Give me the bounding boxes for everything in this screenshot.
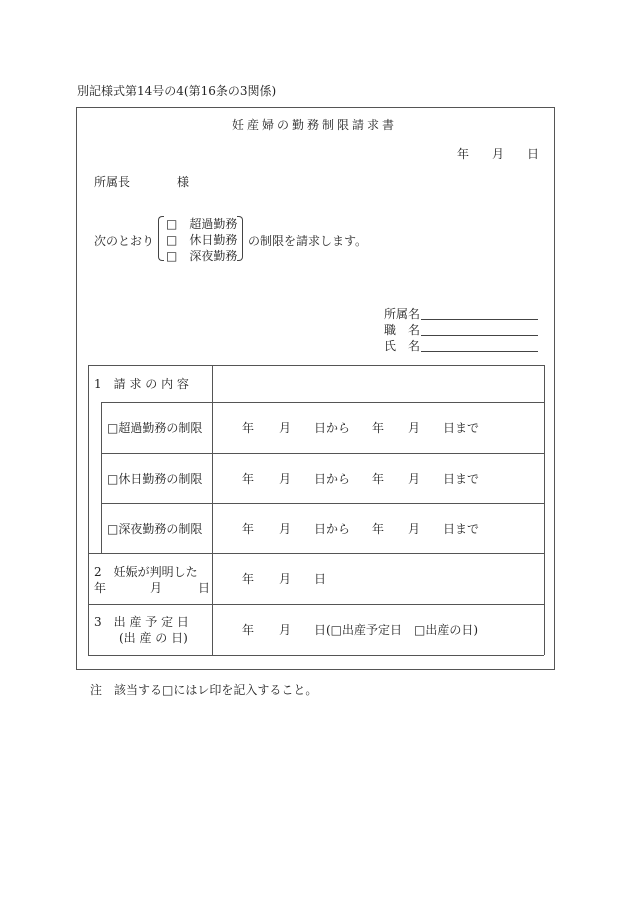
section1-label bbox=[94, 365, 189, 402]
row-year-from[interactable] bbox=[242, 503, 254, 553]
cell-text: 年 bbox=[242, 623, 255, 637]
row-day-from[interactable] bbox=[314, 503, 350, 553]
row-label[interactable] bbox=[107, 503, 202, 553]
row-day-from[interactable] bbox=[314, 402, 350, 453]
section2-line2-day: 日 bbox=[198, 581, 211, 595]
name-field[interactable] bbox=[421, 338, 538, 352]
cell-text: 日から bbox=[314, 471, 351, 486]
row-month-from[interactable] bbox=[279, 503, 291, 553]
cell-text: 日 bbox=[314, 572, 327, 586]
row-year-from[interactable] bbox=[242, 453, 254, 503]
row-day-to[interactable] bbox=[443, 453, 479, 503]
footnote: 注 該当する□にはレ印を記入すること。 bbox=[90, 683, 318, 697]
row-day-from[interactable] bbox=[314, 453, 350, 503]
row-label-text: □休日勤務の制限 bbox=[107, 471, 203, 486]
cell-text: 日から bbox=[314, 521, 351, 536]
cell-text: 日まで bbox=[443, 521, 480, 536]
section3-year[interactable] bbox=[242, 604, 254, 655]
row-year-to[interactable] bbox=[372, 503, 384, 553]
section2-line2-year: 年 bbox=[94, 581, 107, 595]
option-night[interactable]: □ 深夜勤務 bbox=[166, 249, 238, 263]
section2-day[interactable] bbox=[314, 553, 326, 604]
right-bracket bbox=[237, 216, 243, 261]
cell-text: 月 bbox=[408, 521, 421, 536]
section2-month[interactable] bbox=[279, 553, 291, 604]
cell-text: 月 bbox=[279, 521, 292, 536]
cell-text: 日まで bbox=[443, 471, 480, 486]
addressee-honorific: 様 bbox=[177, 175, 190, 189]
cell-text: 月 bbox=[408, 421, 421, 435]
row-month-to[interactable] bbox=[408, 503, 420, 553]
cell-text: 年 bbox=[372, 421, 385, 435]
cell-text: 年 bbox=[242, 471, 255, 486]
affiliation-field[interactable] bbox=[421, 306, 538, 320]
cell-text: 日(□出産予定日 □出産の日) bbox=[314, 623, 479, 637]
position-label: 職 名 bbox=[384, 323, 421, 337]
left-bracket bbox=[158, 216, 164, 261]
row-year-to[interactable] bbox=[372, 402, 384, 453]
row-label-text: □超過勤務の制限 bbox=[107, 421, 203, 435]
form-title: 妊産婦の勤務制限請求書 bbox=[232, 118, 398, 132]
addressee-label: 所属長 bbox=[94, 175, 131, 189]
cell-text: 日まで bbox=[443, 421, 480, 435]
cell-text: 月 bbox=[408, 471, 421, 486]
cell-text: 月 bbox=[279, 572, 292, 586]
row-month-from[interactable] bbox=[279, 453, 291, 503]
cell-text: 年 bbox=[242, 572, 255, 586]
date-month: 月 bbox=[492, 147, 505, 161]
request-prefix: 次のとおり bbox=[94, 234, 155, 248]
row-label[interactable] bbox=[107, 453, 202, 503]
table-line bbox=[88, 655, 544, 656]
cell-text: 年 bbox=[372, 521, 385, 536]
row-day-to[interactable] bbox=[443, 402, 479, 453]
section2-line2-month: 月 bbox=[150, 581, 163, 595]
date-day: 日 bbox=[527, 147, 540, 161]
request-suffix: の制限を請求します。 bbox=[248, 234, 368, 248]
table-line bbox=[212, 365, 213, 655]
section3-month[interactable] bbox=[279, 604, 291, 655]
name-label: 氏 名 bbox=[384, 339, 421, 353]
table-line bbox=[88, 365, 89, 655]
cell-text: 月 bbox=[279, 623, 292, 637]
cell-text: 月 bbox=[279, 471, 292, 486]
section3-line1: 3 出 産 予 定 日 bbox=[94, 615, 189, 629]
cell-text: 年 bbox=[242, 521, 255, 536]
cell-text: 年 bbox=[372, 471, 385, 486]
cell-text: 日から bbox=[314, 421, 351, 435]
row-month-from[interactable] bbox=[279, 402, 291, 453]
option-holiday[interactable]: □ 休日勤務 bbox=[166, 233, 238, 247]
cell-text: 月 bbox=[279, 421, 292, 435]
row-label-text: □深夜勤務の制限 bbox=[107, 521, 203, 536]
section3-day[interactable] bbox=[314, 604, 478, 655]
section2-line1: 2 妊娠が判明した bbox=[94, 565, 198, 579]
table-line bbox=[544, 365, 545, 655]
form-code: 別記様式第14号の4(第16条の3関係) bbox=[77, 84, 277, 98]
row-month-to[interactable] bbox=[408, 453, 420, 503]
row-label[interactable] bbox=[107, 402, 202, 453]
section3-line2: (出 産 の 日) bbox=[119, 631, 188, 645]
row-year-from[interactable] bbox=[242, 402, 254, 453]
position-field[interactable] bbox=[421, 322, 538, 336]
cell-text: 年 bbox=[242, 421, 255, 435]
row-month-to[interactable] bbox=[408, 402, 420, 453]
row-day-to[interactable] bbox=[443, 503, 479, 553]
affiliation-label: 所属名 bbox=[384, 307, 421, 321]
section2-year[interactable] bbox=[242, 553, 254, 604]
row-year-to[interactable] bbox=[372, 453, 384, 503]
table-line bbox=[101, 402, 102, 553]
date-year: 年 bbox=[457, 147, 470, 161]
option-overtime[interactable]: □ 超過勤務 bbox=[166, 217, 238, 231]
section1-label-text: 1 請 求 の 内 容 bbox=[94, 377, 189, 391]
